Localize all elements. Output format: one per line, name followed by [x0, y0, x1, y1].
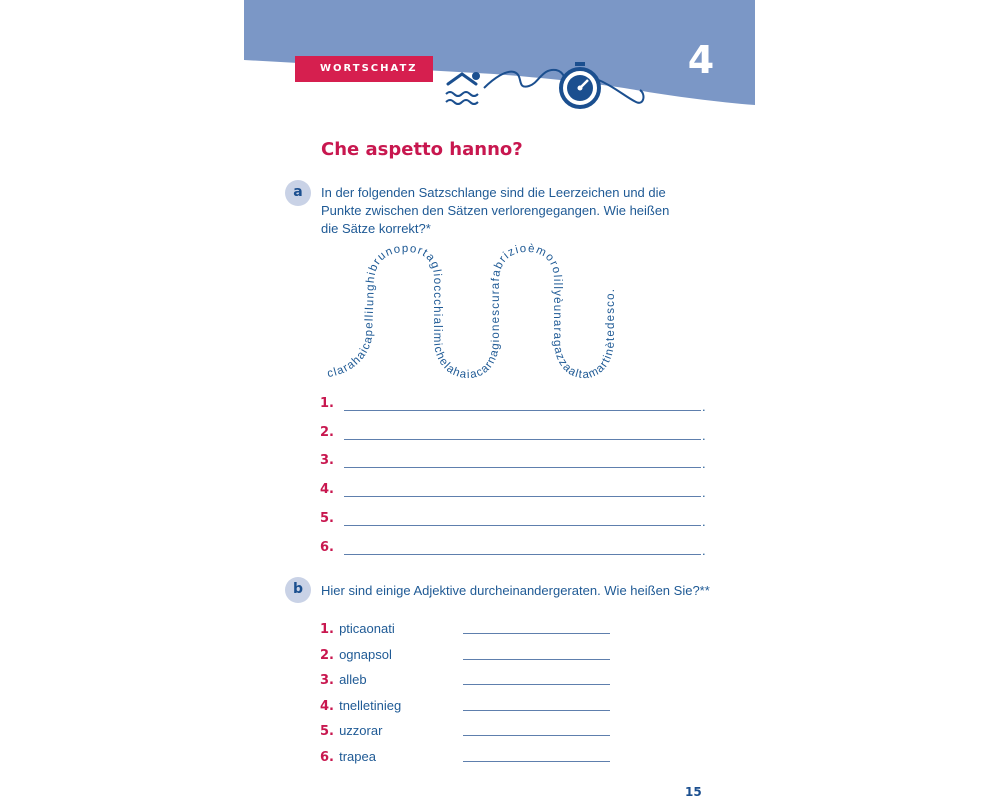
exercise-b-badge: b	[285, 577, 311, 603]
answer-row[interactable]	[320, 540, 710, 560]
adjective-item	[320, 618, 620, 636]
answer-row[interactable]	[320, 425, 710, 445]
stopwatch-icon	[561, 62, 599, 107]
page-title: Che aspetto hanno?	[321, 139, 523, 160]
answer-period: .	[702, 428, 706, 443]
answer-line[interactable]	[344, 554, 701, 555]
snake-text	[326, 243, 617, 381]
answer-period: .	[702, 514, 706, 529]
workbook-page	[244, 0, 755, 800]
answer-period: .	[702, 399, 706, 414]
adjective-number: 5.	[320, 724, 334, 739]
adjective-number: 6.	[320, 750, 334, 765]
answer-number: 5.	[320, 511, 334, 526]
adjective-number: 3.	[320, 673, 334, 688]
answer-line[interactable]	[344, 410, 701, 411]
adjective-item	[320, 644, 620, 662]
answer-number: 3.	[320, 453, 334, 468]
exercise-a-badge: a	[285, 180, 311, 206]
page-number: 15	[685, 785, 702, 799]
adjective-answer-line[interactable]	[463, 735, 610, 736]
answer-number: 1.	[320, 396, 334, 411]
adjective-item	[320, 695, 620, 713]
answer-row[interactable]	[320, 453, 710, 473]
answer-number: 2.	[320, 425, 334, 440]
answer-period: .	[702, 456, 706, 471]
adjective-number: 2.	[320, 648, 334, 663]
answer-period: .	[702, 485, 706, 500]
exercise-b-instruction: Hier sind einige Adjektive durcheinandergeraten. Wie heißen Sie?**	[321, 583, 710, 598]
section-tag: WORTSCHATZ	[295, 56, 433, 82]
adjective-item	[320, 669, 620, 687]
adjective-number: 1.	[320, 622, 334, 637]
answer-line[interactable]	[344, 525, 701, 526]
adjective-number: 4.	[320, 699, 334, 714]
adjective-item	[320, 746, 620, 764]
answer-number: 4.	[320, 482, 334, 497]
scrambled-word: alleb	[339, 672, 367, 687]
sentence-snake	[244, 240, 755, 390]
answer-line[interactable]	[344, 467, 701, 468]
scrambled-word: trapea	[339, 749, 376, 764]
snake-text-path: clarahaicapellilunghibrunoportaglioccchialimichelahaiacarnagionescurafabrizioèmorolillyèunaragazzaaltamartinètedesco.	[326, 242, 618, 382]
scrambled-word: uzzorar	[339, 723, 383, 738]
adjective-answer-line[interactable]	[463, 659, 610, 660]
instruction-line: die Sätze korrekt?*	[321, 221, 431, 236]
exercise-a-instruction	[321, 184, 669, 238]
adjective-answer-line[interactable]	[463, 710, 610, 711]
scrambled-word: pticaonati	[339, 621, 395, 636]
adjective-answer-line[interactable]	[463, 633, 610, 634]
instruction-line: Punkte zwischen den Sätzen verlorengegangen. Wie heißen	[321, 203, 670, 218]
scrambled-word: ognapsol	[339, 647, 392, 662]
swimmer-icon	[446, 72, 480, 104]
answer-line[interactable]	[344, 439, 701, 440]
answer-period: .	[702, 543, 706, 558]
adjective-answer-line[interactable]	[463, 684, 610, 685]
adjective-item	[320, 720, 620, 738]
adjective-answer-line[interactable]	[463, 761, 610, 762]
chapter-number: 4	[687, 38, 715, 82]
instruction-line: In der folgenden Satzschlange sind die Leerzeichen und die	[321, 185, 666, 200]
scrambled-word: tnelletinieg	[339, 698, 402, 713]
answer-row[interactable]	[320, 396, 710, 416]
answer-line[interactable]	[344, 496, 701, 497]
answer-row[interactable]	[320, 482, 710, 502]
answer-row[interactable]	[320, 511, 710, 531]
answer-number: 6.	[320, 540, 334, 555]
